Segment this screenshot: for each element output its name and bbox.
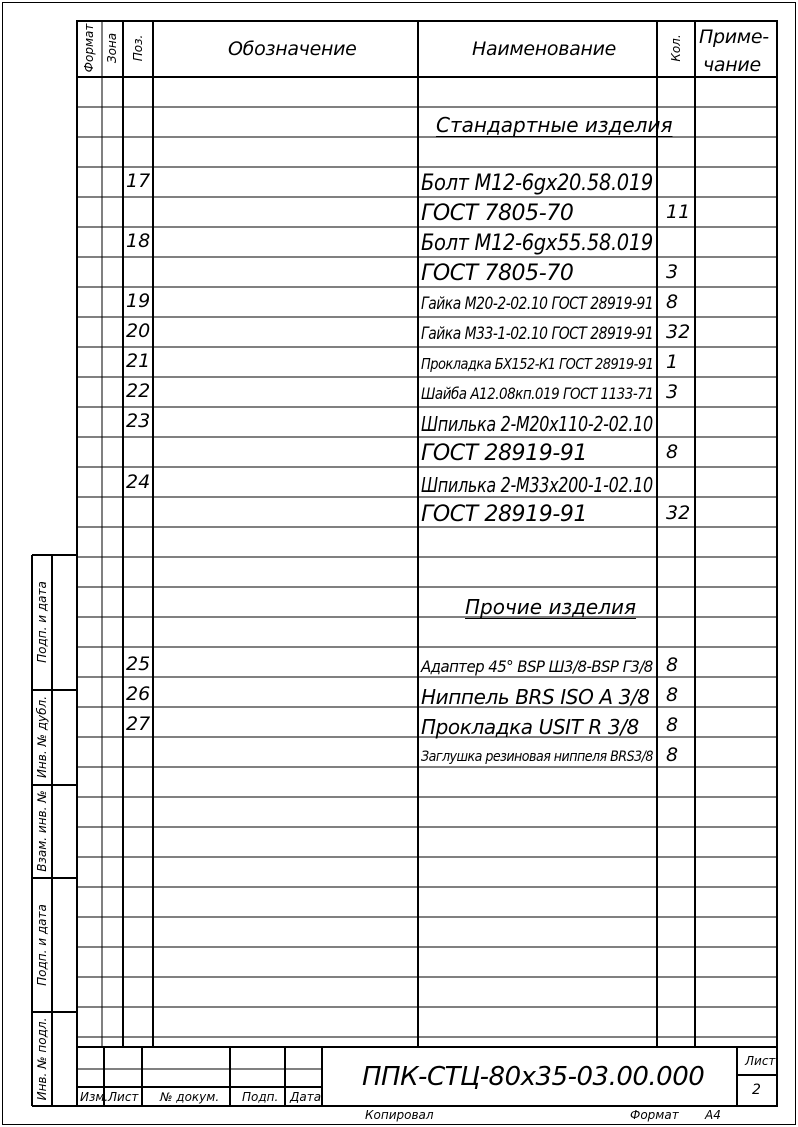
row-name: ГОСТ 7805-70 — [421, 201, 574, 226]
row-qty: 3 — [666, 381, 679, 403]
row-name: ГОСТ 7805-70 — [421, 261, 574, 286]
row-qty: 8 — [666, 291, 679, 313]
footer-format-value: А4 — [705, 1108, 721, 1122]
row-qty: 3 — [666, 261, 679, 283]
row-qty: 11 — [666, 201, 691, 223]
tb-doc-no: № докум. — [160, 1090, 220, 1104]
row-qty: 8 — [666, 684, 679, 706]
stamp-sign-date-2: Подп. и дата — [35, 904, 49, 986]
stamp-swap-inv: Взам. инв. № — [35, 790, 49, 872]
row-pos: 19 — [126, 290, 151, 312]
row-pos: 17 — [126, 170, 151, 192]
header-qty: Кол. — [669, 34, 683, 62]
row-name: Заглушка резиновая ниппеля BRS3/8 — [421, 749, 653, 765]
row-pos: 23 — [126, 410, 151, 432]
row-name: Шайба А12.08кп.019 ГОСТ 1133-71 — [421, 384, 654, 403]
row-qty: 32 — [666, 502, 691, 524]
row-qty: 1 — [666, 351, 679, 373]
header-note-line2: чание — [703, 54, 761, 76]
tb-izm: Изм. — [80, 1090, 109, 1104]
header-pos: Поз. — [131, 34, 145, 62]
document-designation: ППК-СТЦ-80х35-03.00.000 — [362, 1062, 705, 1092]
row-pos: 18 — [126, 230, 151, 252]
stamp-orig-inv: Инв. № подл. — [35, 1017, 49, 1101]
tb-list: Лист — [108, 1090, 139, 1104]
header-name: Наименование — [472, 38, 617, 60]
row-pos: 27 — [126, 713, 151, 735]
row-pos: 26 — [126, 683, 151, 705]
row-name: Прокладка USIT R 3/8 — [421, 715, 639, 739]
row-name: Болт М12-6gx55.58.019 — [421, 231, 653, 256]
row-name: Гайка М33-1-02.10 ГОСТ 28919-91 — [421, 323, 654, 344]
row-name: Прокладка БХ152-К1 ГОСТ 28919-91 — [421, 354, 654, 373]
footer-copied: Копировал — [365, 1108, 434, 1122]
row-name: Болт М12-6gx20.58.019 — [421, 171, 653, 196]
row-pos: 25 — [126, 653, 151, 675]
tb-sign: Подп. — [242, 1090, 279, 1104]
header-designation: Обозначение — [228, 38, 357, 60]
row-name: Шпилька 2-М33х200-1-02.10 — [421, 473, 653, 497]
row-qty: 8 — [666, 441, 679, 463]
row-pos: 20 — [126, 320, 151, 342]
tb-sheet-label: Лист — [745, 1054, 776, 1068]
row-pos: 22 — [126, 380, 151, 402]
row-name: ГОСТ 28919-91 — [421, 502, 588, 527]
stamp-sign-date-1: Подп. и дата — [35, 581, 49, 663]
row-name: Гайка М20-2-02.10 ГОСТ 28919-91 — [421, 293, 654, 314]
header-format: Формат — [82, 23, 96, 73]
row-name: Шпилька 2-М20х110-2-02.10 — [421, 412, 653, 436]
footer-format-label: Формат — [630, 1108, 679, 1122]
row-pos: 24 — [126, 471, 151, 493]
header-note-line1: Приме- — [699, 26, 769, 48]
header-zone: Зона — [105, 32, 119, 64]
stamp-dup-inv: Инв. № дубл. — [35, 695, 49, 779]
section-standard: Стандартные изделия — [436, 113, 673, 137]
row-name: ГОСТ 28919-91 — [421, 441, 588, 466]
row-qty: 8 — [666, 654, 679, 676]
tb-sheet-no: 2 — [752, 1082, 761, 1098]
row-name: Адаптер 45° BSP Ш3/8-BSP Г3/8 — [421, 657, 653, 676]
row-qty: 8 — [666, 714, 679, 736]
section-other: Прочие изделия — [465, 595, 637, 619]
row-qty: 32 — [666, 321, 691, 343]
row-name: Ниппель BRS ISO A 3/8 — [421, 685, 650, 709]
row-pos: 21 — [126, 350, 151, 372]
row-qty: 8 — [666, 744, 679, 766]
tb-date: Дата — [290, 1090, 322, 1104]
